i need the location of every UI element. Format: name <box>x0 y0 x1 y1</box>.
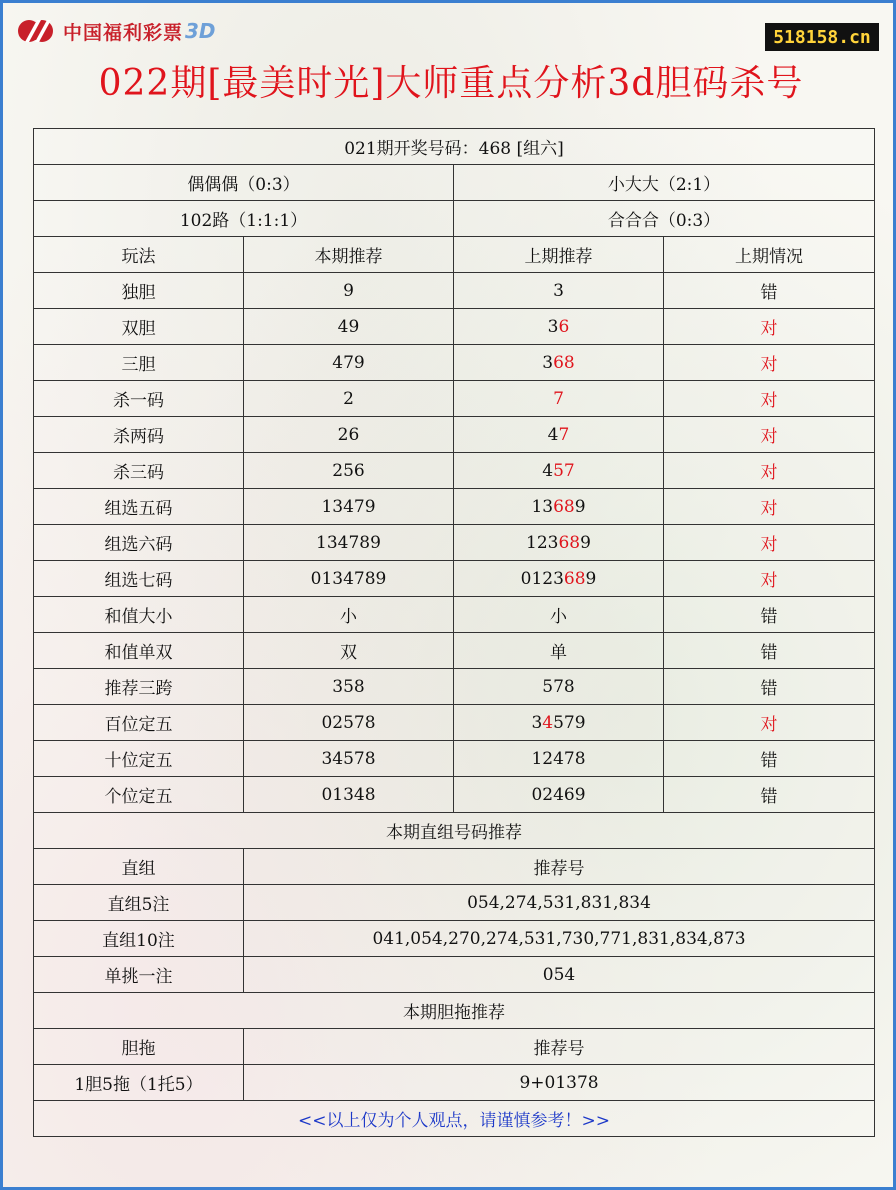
direct-row <box>34 921 875 957</box>
previous-result: 对 <box>664 525 875 561</box>
previous-pick <box>454 381 664 417</box>
current-pick: 256 <box>244 453 454 489</box>
table-row <box>34 777 875 813</box>
direct-section-row <box>34 813 875 849</box>
previous-result: 对 <box>664 453 875 489</box>
miss-digits: 02469 <box>531 784 586 805</box>
table-row <box>34 453 875 489</box>
footer-cell <box>34 1101 875 1137</box>
play-type: 杀两码 <box>34 417 244 453</box>
current-pick: 134789 <box>244 525 454 561</box>
direct-label: 单挑一注 <box>34 957 244 993</box>
drag-section-title: 本期胆拖推荐 <box>34 993 875 1029</box>
previous-pick <box>454 705 664 741</box>
miss-digits: 579 <box>553 712 586 733</box>
previous-pick <box>454 489 664 525</box>
play-type: 双胆 <box>34 309 244 345</box>
previous-pick <box>454 669 664 705</box>
previous-pick <box>454 561 664 597</box>
previous-pick <box>454 417 664 453</box>
current-pick: 13479 <box>244 489 454 525</box>
current-pick: 0134789 <box>244 561 454 597</box>
current-pick: 02578 <box>244 705 454 741</box>
drag-header-value: 推荐号 <box>244 1029 875 1065</box>
size-pattern: 小大大（2:1） <box>454 165 875 201</box>
miss-digits: 3 <box>553 280 564 301</box>
play-type: 组选六码 <box>34 525 244 561</box>
footer-row <box>34 1101 875 1137</box>
hit-digits: 4 <box>542 712 554 733</box>
previous-result: 错 <box>664 597 875 633</box>
table-row <box>34 669 875 705</box>
direct-row <box>34 957 875 993</box>
play-type: 个位定五 <box>34 777 244 813</box>
previous-result: 对 <box>664 417 875 453</box>
previous-result: 错 <box>664 273 875 309</box>
previous-pick <box>454 309 664 345</box>
previous-result: 对 <box>664 309 875 345</box>
miss-digits: 123 <box>526 532 559 553</box>
drag-section-row <box>34 993 875 1029</box>
current-pick: 479 <box>244 345 454 381</box>
route-pattern: 102路（1:1:1） <box>34 201 454 237</box>
logo-text: 中国福利彩票 <box>63 21 184 44</box>
table-row <box>34 273 875 309</box>
lottery-logo-icon <box>15 14 59 48</box>
drag-header-label: 胆拖 <box>34 1029 244 1065</box>
header-previous: 上期推荐 <box>454 237 664 273</box>
previous-result: 错 <box>664 777 875 813</box>
current-pick: 49 <box>244 309 454 345</box>
drag-header-row <box>34 1029 875 1065</box>
current-pick: 34578 <box>244 741 454 777</box>
table-row <box>34 381 875 417</box>
drag-label: 1胆5拖（1托5） <box>34 1065 244 1101</box>
current-pick: 26 <box>244 417 454 453</box>
previous-result: 对 <box>664 345 875 381</box>
direct-label: 直组5注 <box>34 885 244 921</box>
hit-digits: 7 <box>558 424 570 445</box>
play-type: 三胆 <box>34 345 244 381</box>
site-badge[interactable]: 518158.cn <box>765 23 879 51</box>
previous-result: 错 <box>664 669 875 705</box>
parity-pattern: 偶偶偶（0:3） <box>34 165 454 201</box>
direct-numbers: 054 <box>244 957 875 993</box>
play-type: 杀一码 <box>34 381 244 417</box>
table-row <box>34 561 875 597</box>
table-row <box>34 525 875 561</box>
hit-digits: 7 <box>553 388 564 409</box>
miss-digits: 单 <box>550 643 567 663</box>
miss-digits: 9 <box>585 568 597 589</box>
hit-digits: 6 <box>558 316 570 337</box>
table-row <box>34 597 875 633</box>
previous-result: 对 <box>664 561 875 597</box>
current-pick: 9 <box>244 273 454 309</box>
previous-result: 对 <box>664 489 875 525</box>
current-pick: 2 <box>244 381 454 417</box>
miss-digits: 小 <box>550 607 567 627</box>
previous-result: 对 <box>664 705 875 741</box>
prime-pattern: 合合合（0:3） <box>454 201 875 237</box>
hit-digits: 68 <box>558 532 581 553</box>
table-row <box>34 741 875 777</box>
table-row <box>34 489 875 525</box>
miss-digits: 4 <box>542 460 554 481</box>
draw-row <box>34 129 875 165</box>
miss-digits: 9 <box>580 532 591 553</box>
previous-result: 对 <box>664 381 875 417</box>
direct-numbers: 054,274,531,831,834 <box>244 885 875 921</box>
logo-3d: 3D <box>185 19 216 43</box>
current-pick: 双 <box>244 633 454 669</box>
previous-pick <box>454 453 664 489</box>
previous-pick <box>454 273 664 309</box>
hit-digits: 68 <box>563 568 586 589</box>
direct-header-label: 直组 <box>34 849 244 885</box>
play-type: 十位定五 <box>34 741 244 777</box>
disclaimer-link[interactable]: <<以上仅为个人观点，请谨慎参考！>> <box>298 1111 610 1131</box>
summary-row <box>34 165 875 201</box>
direct-numbers: 041,054,270,274,531,730,771,831,834,873 <box>244 921 875 957</box>
play-type: 和值大小 <box>34 597 244 633</box>
previous-result: 错 <box>664 741 875 777</box>
play-type: 杀三码 <box>34 453 244 489</box>
current-pick: 01348 <box>244 777 454 813</box>
header-result: 上期情况 <box>664 237 875 273</box>
miss-digits: 3 <box>531 712 543 733</box>
direct-row <box>34 885 875 921</box>
previous-pick <box>454 345 664 381</box>
table-header-row <box>34 237 875 273</box>
play-type: 百位定五 <box>34 705 244 741</box>
header-current: 本期推荐 <box>244 237 454 273</box>
direct-header-value: 推荐号 <box>244 849 875 885</box>
direct-header-row <box>34 849 875 885</box>
lottery-logo <box>15 13 216 49</box>
miss-digits: 9 <box>574 496 586 517</box>
miss-digits: 3 <box>547 316 559 337</box>
miss-digits: 13 <box>531 496 554 517</box>
play-type: 独胆 <box>34 273 244 309</box>
miss-digits: 4 <box>547 424 559 445</box>
miss-digits: 3 <box>542 352 554 373</box>
previous-pick <box>454 741 664 777</box>
hit-digits: 68 <box>553 352 575 373</box>
table-row <box>34 309 875 345</box>
play-type: 推荐三跨 <box>34 669 244 705</box>
header-play: 玩法 <box>34 237 244 273</box>
summary-row <box>34 201 875 237</box>
current-pick: 小 <box>244 597 454 633</box>
previous-pick <box>454 777 664 813</box>
previous-pick <box>454 597 664 633</box>
play-type: 组选七码 <box>34 561 244 597</box>
current-pick: 358 <box>244 669 454 705</box>
hit-digits: 68 <box>553 496 575 517</box>
drag-numbers: 9+01378 <box>244 1065 875 1101</box>
hit-digits: 57 <box>553 460 575 481</box>
previous-pick <box>454 633 664 669</box>
play-type: 组选五码 <box>34 489 244 525</box>
play-type: 和值单双 <box>34 633 244 669</box>
previous-pick <box>454 525 664 561</box>
table-row <box>34 345 875 381</box>
direct-section-title: 本期直组号码推荐 <box>34 813 875 849</box>
direct-label: 直组10注 <box>34 921 244 957</box>
miss-digits: 12478 <box>531 748 586 769</box>
table-row <box>34 417 875 453</box>
miss-digits: 0123 <box>520 568 564 589</box>
table-row <box>34 633 875 669</box>
previous-result: 错 <box>664 633 875 669</box>
table-row <box>34 705 875 741</box>
analysis-table <box>33 128 875 1137</box>
page-title: 022期[最美时光]大师重点分析3d胆码杀号 <box>98 63 804 104</box>
draw-result: 021期开奖号码：468 [组六] <box>34 129 875 165</box>
miss-digits: 578 <box>542 676 575 697</box>
drag-row <box>34 1065 875 1101</box>
